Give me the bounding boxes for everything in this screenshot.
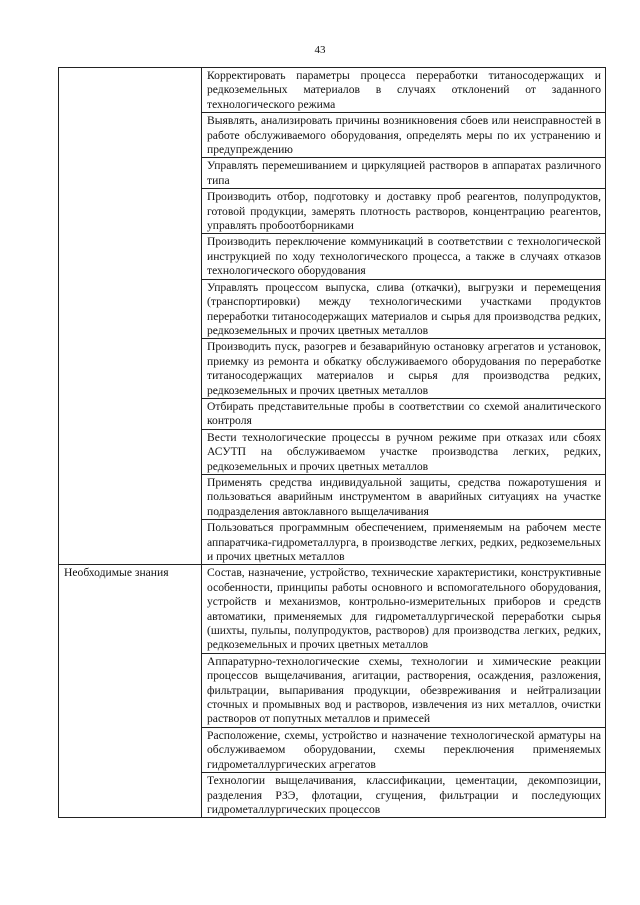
table-cell: Состав, назначение, устройство, технические характеристики, конструктивные особенности, принципы работы основного и вспомогательного оборудования, устройств и механизмов, контрольно-измерительных приборов и средств автоматики, применяемых для гидрометаллургической переработки сырья (шихты, пульпы, полупродуктов, растворов) для производства легких, редких, редкоземельных и прочих цветных металлов bbox=[202, 565, 606, 653]
table-cell: Корректировать параметры процесса переработки титаносодержащих и редкоземельных материалов в случаях отклонений от заданного технологического режима bbox=[202, 68, 606, 113]
table-cell: Производить пуск, разогрев и безаварийную остановку агрегатов и установок, приемку из ремонта и обкатку обслуживаемого оборудования по переработке титаносодержащих материалов и сырья для производства редких, редкоземельных и прочих цветных металлов bbox=[202, 339, 606, 399]
table-cell: Управлять перемешиванием и циркуляцией растворов в аппаратах различного типа bbox=[202, 158, 606, 189]
row-label-required-knowledge: Необходимые знания bbox=[59, 565, 202, 818]
table-cell: Производить переключение коммуникаций в соответствии с технологической инструкцией по ходу технологического процесса, а также в случаях отказов технологического оборудования bbox=[202, 234, 606, 279]
table-cell: Аппаратурно-технологические схемы, технологии и химические реакции процессов выщелачивания, агитации, растворения, осаждения, разложения, фильтрации, выпаривания продукции, обезвреживания и нейтрализации сточных и промывных вод и растворов, извлечения из них металлов, очистки растворов от попутных металлов и примесей bbox=[202, 653, 606, 727]
table-cell: Пользоваться программным обеспечением, применяемым на рабочем месте аппаратчика-гидрометаллурга, в производстве легких, редких, редкоземельных и прочих цветных металлов bbox=[202, 520, 606, 565]
table-cell: Производить отбор, подготовку и доставку проб реагентов, полупродуктов, готовой продукции, замерять плотность растворов, концентрацию реагентов, управлять пробоотборниками bbox=[202, 189, 606, 234]
table-row bbox=[59, 565, 606, 653]
page-number: 43 bbox=[314, 44, 326, 56]
table-cell: Отбирать представительные пробы в соответствии со схемой аналитического контроля bbox=[202, 398, 606, 429]
table-cell: Применять средства индивидуальной защиты, средства пожаротушения и пользоваться аварийным инструментом в аварийных ситуациях на участке подразделения автоклавного выщелачивания bbox=[202, 474, 606, 519]
table-cell: Расположение, схемы, устройство и назначение технологической арматуры на обслуживаемом оборудовании, схемы переключения применяемых гидрометаллургических агрегатов bbox=[202, 727, 606, 772]
table-cell: Вести технологические процессы в ручном режиме при отказах или сбоях АСУТП на обслуживаемом участке производства легких, редких, редкоземельных и прочих цветных металлов bbox=[202, 429, 606, 474]
row-label-skills bbox=[59, 68, 202, 565]
table-cell: Технологии выщелачивания, классификации, цементации, декомпозиции, разделения РЗЭ, флотации, сгущения, фильтрации и последующих гидрометаллургических процессов bbox=[202, 773, 606, 818]
table-cell: Выявлять, анализировать причины возникновения сбоев или неисправностей в работе обслуживаемого оборудования, определять меры по их устранению и предупреждению bbox=[202, 113, 606, 158]
requirements-table bbox=[58, 67, 606, 818]
table-cell: Управлять процессом выпуска, слива (откачки), выгрузки и перемещения (транспортировки) между технологическими участками продуктов переработки титаносодержащих материалов и сырья для производства редких, редкоземельных и прочих цветных металлов bbox=[202, 279, 606, 339]
table-row bbox=[59, 68, 606, 113]
